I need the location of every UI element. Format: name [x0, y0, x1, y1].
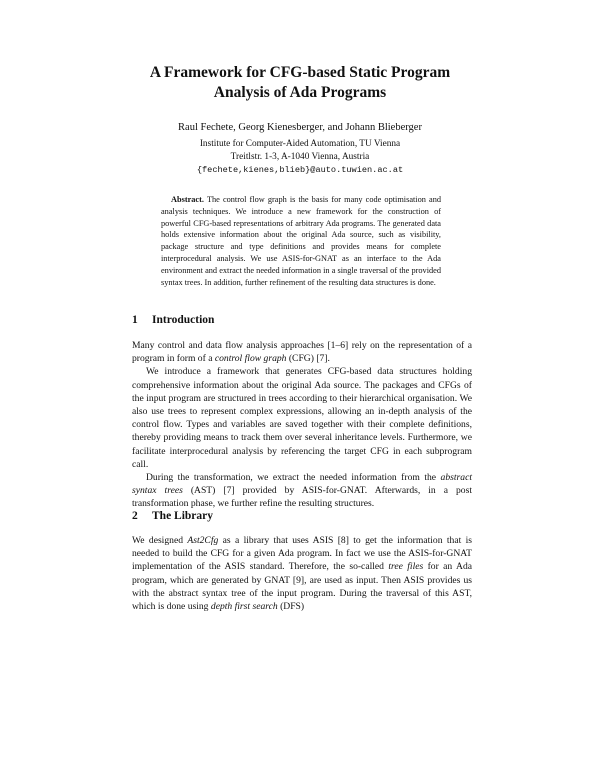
emphasis: control flow graph: [214, 353, 287, 365]
abstract: [161, 194, 441, 288]
section-title: Introduction: [152, 314, 215, 326]
paragraph: We introduce a framework that generates CFG-based data structures holding comprehensive information about the original Ada source. The packages and CFGs of the input program are structured in trees according to their hierarchical organisation. We also use trees to represent complex expressions, allowing an in-depth analysis of the control flow. Types and variables are saved together with their complete definitions, thereby providing means to track them over several inheritance levels. Furthermore, we facilitate interprocedural analysis by referencing the target CFG in each subprogram call.: [132, 366, 472, 470]
paragraph: [132, 471, 472, 511]
library-body: [132, 534, 472, 613]
author-list: Raul Fechete, Georg Kienesberger, and Johann Blieberger: [178, 122, 422, 133]
text-run: Many control and data flow analysis approaches [1–6] rely on the representation of a program in form of a: [132, 340, 472, 365]
text-run: (CFG) [7].: [286, 353, 330, 365]
paper-title: [100, 63, 500, 103]
paragraph: [132, 339, 472, 365]
emphasis: tree files: [388, 561, 424, 573]
emphasis: Ast2Cfg: [187, 535, 219, 546]
title-line-2: Analysis of Ada Programs: [213, 84, 387, 101]
paragraph: [132, 534, 472, 613]
affiliation-line-1: Institute for Computer-Aided Automation, TU Vienna: [199, 139, 401, 149]
emphasis: depth first search: [210, 601, 278, 613]
affiliation-block: [100, 138, 500, 177]
text-run: (AST) [7] provided by ASIS-for-GNAT. Afterwards, in a post transformation phase, we further refine the resulting structures.: [132, 485, 473, 510]
author-email: {fechete,kienes,blieb}@auto.tuwien.ac.at: [196, 165, 404, 175]
emphasis: abstract syntax trees: [132, 472, 472, 497]
text-run: for an Ada program, which are generated by GNAT [9], are used as input. Then ASIS provides us with the abstract syntax tree of the input program. During the traversal of this AST, which is done using: [132, 561, 472, 613]
section-number: 2: [132, 510, 138, 522]
introduction-body: [132, 339, 472, 511]
title-line-1: A Framework for CFG-based Static Program: [149, 64, 451, 81]
text-run: We designed: [132, 535, 188, 546]
text-run: (DFS): [277, 601, 305, 613]
section-heading-library: [132, 509, 472, 523]
affiliation-line-2: Treitlstr. 1-3, A-1040 Vienna, Austria: [230, 152, 370, 162]
section-number: 1: [132, 314, 138, 326]
text-run: During the transformation, we extract the needed information from the: [146, 472, 441, 484]
text-run: as a library that uses ASIS [8] to get the information that is needed to build the CFG for a given Ada program. In fact we use the ASIS-for-GNAT implementation of the ASIS standard. Therefore, the so-called: [132, 535, 473, 573]
abstract-label: Abstract.: [171, 195, 204, 204]
section-heading-introduction: [132, 313, 472, 327]
abstract-text: The control flow graph is the basis for many code optimisation and analysis techniques. We introduce a new framework for the construction of powerful CFG-based representations of arbitrary Ada programs. The generated data holds extensive information about the original Ada source, such as visibility, package structure and type definitions and provides means for complete interprocedural analysis. We use ASIS-for-GNAT as an interface to the Ada environment and extract the needed information in a single traversal of the provided syntax trees. In addition, further refinement of the resulting data structures is done.: [161, 195, 441, 287]
section-title: The Library: [152, 510, 214, 522]
